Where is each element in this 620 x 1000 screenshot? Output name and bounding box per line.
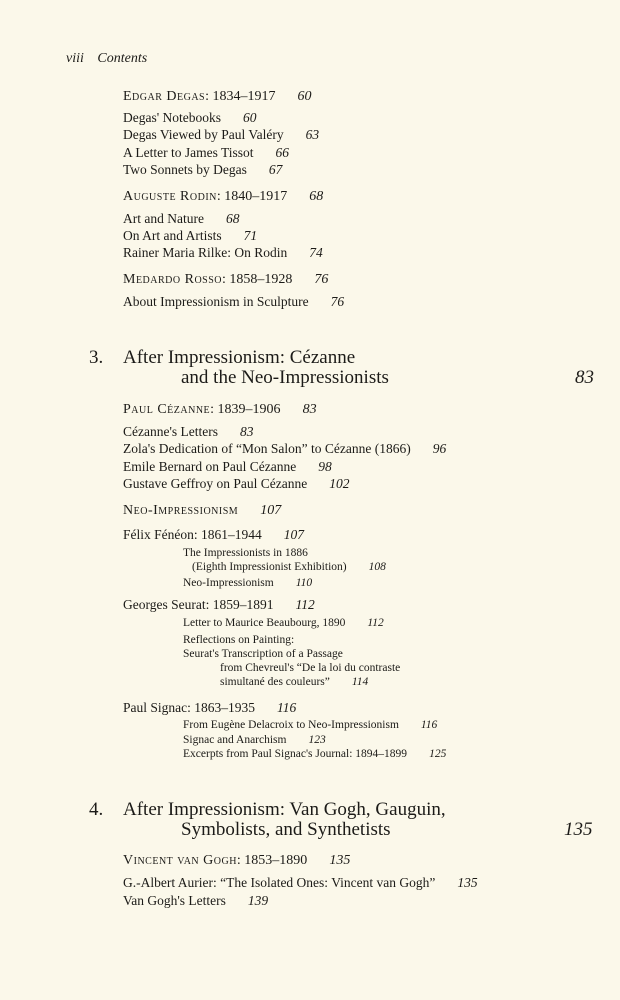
chapter-number: 3. xyxy=(89,347,104,368)
artist-dates: : 1834–1917 xyxy=(205,89,276,104)
section-heading-degas xyxy=(123,90,312,104)
chapter-page-number: 135 xyxy=(564,819,593,840)
toc-subentry: From Eugène Delacroix to Neo-Impressionism 116 xyxy=(183,719,438,731)
section-heading-cezanne: Paul Cézanne: 1839–1906 83 xyxy=(123,402,317,417)
toc-subentry: The Impressionists in 1886 xyxy=(183,547,308,559)
section-heading-rodin: Auguste Rodin: 1840–1917 68 xyxy=(123,189,324,204)
toc-entry: G.-Albert Aurier: “The Isolated Ones: Vincent van Gogh” 135 xyxy=(123,875,478,890)
roman-page-number: viii xyxy=(66,51,84,66)
toc-entry: Degas' Notebooks 60 xyxy=(123,110,257,125)
toc-subentry: Reflections on Painting: xyxy=(183,634,295,646)
toc-entry: Cézanne's Letters 83 xyxy=(123,424,254,439)
chapter-title-line: After Impressionism: Van Gogh, Gauguin, xyxy=(123,799,446,820)
toc-subentry: Letter to Maurice Beaubourg, 1890 112 xyxy=(183,617,384,629)
toc-subentry: (Eighth Impressionist Exhibition) 108 xyxy=(192,561,386,573)
toc-subentry: from Chevreul's “De la loi du contraste xyxy=(220,662,401,674)
toc-entry: Degas Viewed by Paul Valéry 63 xyxy=(123,127,320,142)
toc-entry: Van Gogh's Letters 139 xyxy=(123,893,269,908)
toc-subentry: Signac and Anarchism 123 xyxy=(183,734,326,746)
running-title: Contents xyxy=(97,51,148,66)
toc-entry: Rainer Maria Rilke: On Rodin 74 xyxy=(123,245,323,260)
chapter-title-line: After Impressionism: Cézanne xyxy=(123,347,356,368)
page-number: 60 xyxy=(297,89,312,104)
toc-entry: Zola's Dedication of “Mon Salon” to Cézanne (1866) 96 xyxy=(123,441,447,456)
chapter-number: 4. xyxy=(89,799,104,820)
artist-subheading: Paul Signac: 1863–1935 116 xyxy=(123,700,297,715)
toc-subentry: simultané des couleurs” 114 xyxy=(220,676,369,688)
artist-subheading: Georges Seurat: 1859–1891 112 xyxy=(123,597,315,612)
section-heading-van-gogh: Vincent van Gogh: 1853–1890 135 xyxy=(123,853,351,868)
toc-entry: Emile Bernard on Paul Cézanne 98 xyxy=(123,459,332,474)
section-heading-neo-impressionism: Neo-Impressionism 107 xyxy=(123,503,282,518)
artist-subheading: Félix Fénéon: 1861–1944 107 xyxy=(123,527,304,542)
chapter-title-line: Symbolists, and Synthetists xyxy=(181,819,391,840)
toc-subentry: Neo-Impressionism 110 xyxy=(183,577,313,589)
running-header xyxy=(66,52,147,66)
toc-entry: About Impressionism in Sculpture 76 xyxy=(123,294,345,309)
chapter-page-number: 83 xyxy=(575,367,594,388)
toc-subentry: Excerpts from Paul Signac's Journal: 1894–1899 125 xyxy=(183,748,447,760)
toc-entry: Gustave Geffroy on Paul Cézanne 102 xyxy=(123,476,350,491)
toc-entry: Two Sonnets by Degas 67 xyxy=(123,162,283,177)
section-heading-rosso: Medardo Rosso: 1858–1928 76 xyxy=(123,272,329,287)
toc-entry: A Letter to James Tissot 66 xyxy=(123,145,290,160)
chapter-title-line: and the Neo-Impressionists xyxy=(181,367,389,388)
toc-subentry: Seurat's Transcription of a Passage xyxy=(183,648,343,660)
artist-name: Edgar Degas xyxy=(123,89,206,104)
toc-entry: Art and Nature 68 xyxy=(123,211,240,226)
toc-entry: On Art and Artists 71 xyxy=(123,228,258,243)
